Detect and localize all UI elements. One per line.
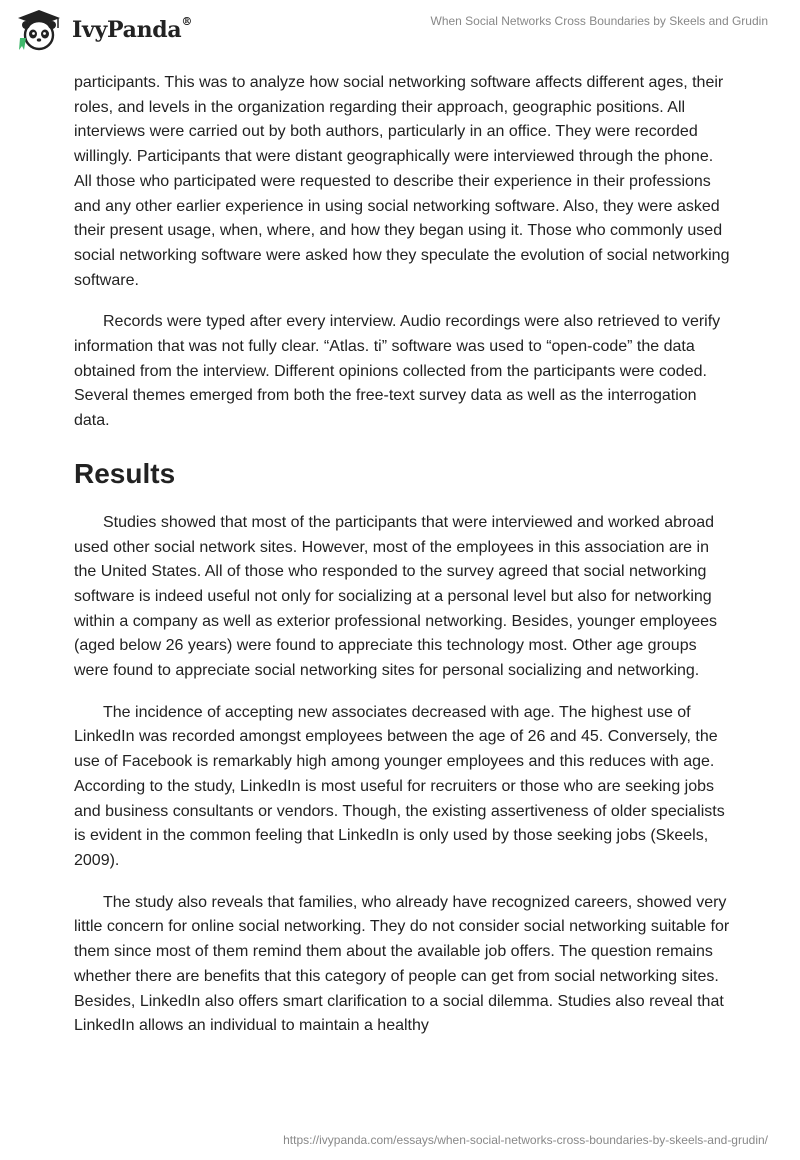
page-header <box>0 0 800 70</box>
panda-mascot-icon <box>14 8 64 52</box>
paragraph-records: Records were typed after every interview. Audio recordings were also retrieved to verify information that was not fully clear. “Atlas. ti” software was used to “open-code” the data obtained from the interview. Different opinions collected from the participants were coded. Several themes emerged from both the free-text survey data as well as the interrogation data. <box>74 313 721 430</box>
essay-body <box>74 71 734 1039</box>
registered-mark: ® <box>181 15 193 28</box>
document-title: When Social Networks Cross Boundaries by Skeels and Grudin <box>430 14 768 28</box>
paragraph-results-1: Studies showed that most of the participants that were interviewed and worked abroad used other social network sites. However, most of the employees in this association are in the United States. All of those who responded to the survey agreed that social networking software is indeed useful not only for socializing at a personal level but also for networking within a company as well as exterior professional networking. Besides, younger employees (aged below 26 years) were found to appreciate this technology most. Other age groups were found to appreciate social networking sites for personal socializing and networking. <box>74 513 717 680</box>
brand-name: IvyPanda® <box>72 15 193 43</box>
ivypanda-logo[interactable] <box>14 8 192 52</box>
paragraph-results-2: The incidence of accepting new associates decreased with age. The highest use of LinkedIn was recorded amongst employees between the age of 26 and 45. Conversely, the use of Facebook is remarkably high among younger employees and this reduces with age. According to the study, LinkedIn is most useful for recruiters or those who are seeking jobs and business consultants or vendors. Though, the existing assertiveness of older specialists is evident in the common feeling that LinkedIn is only used by those seeking jobs (Skeels, 2009). <box>74 703 725 869</box>
paragraph-results-3: The study also reveals that families, who already have recognized careers, showed very little concern for online social networking. They do not consider social networking suitable for them since most of them remind them about the available job offers. The question remains whether there are benefits that this category of people can get from social networking sites. Besides, LinkedIn also offers smart clarification to a social dilemma. Studies also reveal that LinkedIn allows an individual to maintain a healthy <box>74 893 730 1035</box>
heading-results: Results <box>74 457 176 489</box>
source-url-link[interactable]: https://ivypanda.com/essays/when-social-networks-cross-boundaries-by-skeels-and-grudin/ <box>283 1133 768 1147</box>
paragraph-methods-continued: participants. This was to analyze how social networking software affects different ages, their roles, and levels in the organization regarding their approach, geographic positions. All interviews were carried out by both authors, particularly in an office. They were recorded willingly. Participants that were distant geographically were interviewed through the phone. All those who participated were requested to describe their experience in their professions and any other earlier experience in using social networking software. Also, they were asked their present usage, when, where, and how they began using it. Those who commonly used social networking software were asked how they speculate the evolution of social networking software. <box>74 74 730 289</box>
